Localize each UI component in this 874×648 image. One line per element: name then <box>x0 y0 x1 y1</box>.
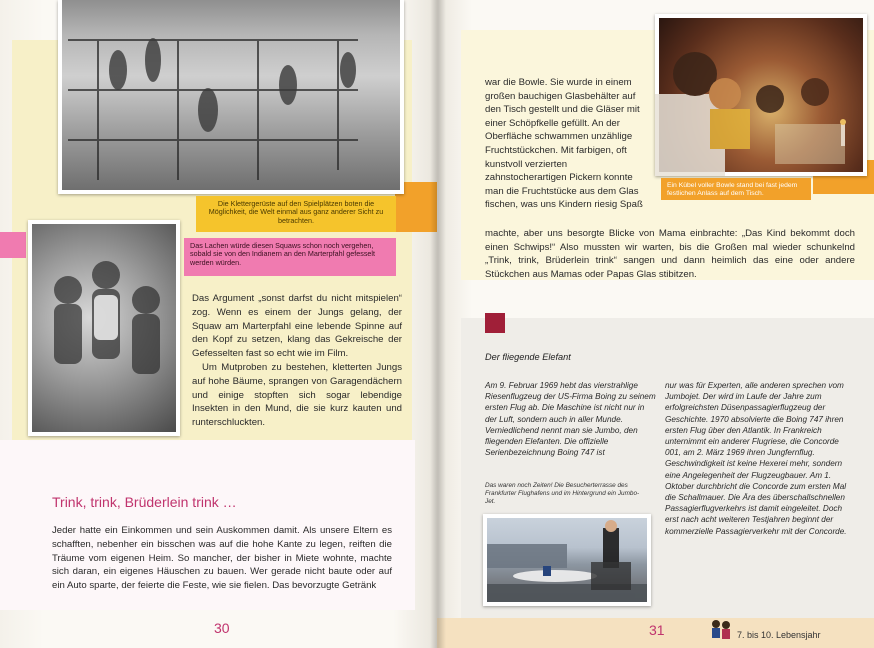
airport-scene-drawing <box>483 514 651 606</box>
playground-photo <box>58 0 404 194</box>
right-paragraph-2: machte, aber uns besorgte Blicke von Mama einbrachte: „Das Kind bekommt doch einen Schwips!“ Also mussten wir warten, bis die Großen mal wieder schunkelnd „Trink, trink, Brüderlein trink“ sangen und dann heimlich das eine oder andere Stückchen aus Mamas oder Papas Glas stibitzen. <box>485 228 855 280</box>
book-gutter <box>430 0 446 648</box>
left-paragraph-1: Das Argument „sonst darfst du nicht mitspielen“ zog. Wenn es einem der Jungs gelang, der Squaw am Marterpfahl eine lebende Spinne auf den Kopf zu setzen, klang das Gekreische der Gefesselten fast so echt wie im Film. <box>192 293 402 360</box>
airport-photo-caption: Das waren noch Zeiten! Die Besucherterrasse des Frankfurter Flughafens und im Hintergrund ein Jumbo-Jet. <box>485 482 640 505</box>
pink-edge-tab <box>0 232 26 258</box>
left-body-text-1 <box>192 292 402 430</box>
playground-photo-caption: Die Klettergerüste auf den Spielplätzen boten die Möglichkeit, die Welt einmal aus ganz anderer Sicht zu betrachten. <box>196 196 396 232</box>
girls-silhouettes <box>28 220 180 436</box>
section-heading: Trink, trink, Brüderlein trink … <box>52 494 237 510</box>
page-number-right: 31 <box>649 622 665 638</box>
sidebar-accent-square <box>485 313 505 333</box>
page-number-left: 30 <box>214 620 230 636</box>
left-paragraph-3: Jeder hatte ein Einkommen und sein Auskommen damit. Als unsere Eltern es schafften, nebenher ein bisschen was auf die hohe Kante zu legen, reiften die Träume vom eigenen Heim. So mancher, der bisher in Miete wohnte, machte sich daran, ein eigenes Häuschen zu bauen. Wer gerade nicht baute oder auf ein Auto sparte, der feierte die Feste, wie sie fielen. Das bevorzugte Getränk <box>52 525 392 592</box>
right-paragraph-1: war die Bowle. Sie wurde in einem großen bauchigen Glasbehälter auf den Tisch gestellt und die Gläser mit einer Schöpfkelle gefüllt. An der Oberfläche schwammen unzählige Fruchtstückchen. Mit farbigen, oft kunstvoll verzierten zahnstocherartigen Pickern konnte man die Fruchtstücke aus dem Glas fischen, was uns Kindern riesig Spaß <box>485 77 643 211</box>
age-range-label: 7. bis 10. Lebensjahr <box>737 630 821 640</box>
girls-photo <box>28 220 180 436</box>
left-paragraph-2: Um Mutproben zu bestehen, kletterten Jungs auf hohe Bäume, sprangen von Garagendächern und einige stopften sich sogar lebendige Insekten in den Mund, die sie kurz kauten und runterschluckten. <box>192 361 402 429</box>
girls-photo-caption: Das Lachen würde diesen Squaws schon noch vergehen, sobald sie von den Indianern an den Marterpfahl gefesselt werden würden. <box>184 238 396 276</box>
sidebar-title: Der fliegende Elefant <box>485 352 571 362</box>
sidebar-column-2: nur was für Experten, alle anderen sprechen vom Jumbojet. Der wird im Laufe der Jahre zum erfolgreichsten Düsenpassagierflugzeug der Geschichte. 1970 absolvierte die Boing 747 ihren ersten Flug über den Atlantik. In Frankreich unternimmt ein anderer Flugriese, die Concorde 001, am 2. März 1969 ihren Jungfernflug. Geschwindigkeit ist keine Hexerei mehr, sondern eine Angelegenheit der Flugzeugbauer. Am 1. Oktober durchbricht die Concorde zum ersten Mal die Schallmauer. Die Ära des überschallschnellen Passagierflugverkehrs ist damit eingeleitet. Doch erst nach acht weiteren Testjahren beginnt der kommerzielle Passagierverkehr mit der Concorde. <box>665 381 847 536</box>
sidebar-column-1: Am 9. Februar 1969 hebt das vierstrahlige Riesenflugzeug der US-Firma Boing zu seinem ersten Flug ab. Die Maschine ist nicht nur in der Luft, sondern auch in aller Munde. Verniedlichend nennt man sie Jumbo, den fliegenden Elefanten. Die offizielle Serienbezeichnung Boing 747 ist <box>485 381 656 458</box>
airport-photo <box>483 514 651 606</box>
climbing-frame-drawing <box>58 0 404 194</box>
right-page <box>437 0 874 648</box>
party-scene-drawing <box>655 14 867 176</box>
party-photo <box>655 14 867 176</box>
children-icon <box>709 618 733 644</box>
party-photo-caption: Ein Kübel voller Bowle stand bei fast jedem festlichen Anlass auf dem Tisch. <box>661 178 811 200</box>
